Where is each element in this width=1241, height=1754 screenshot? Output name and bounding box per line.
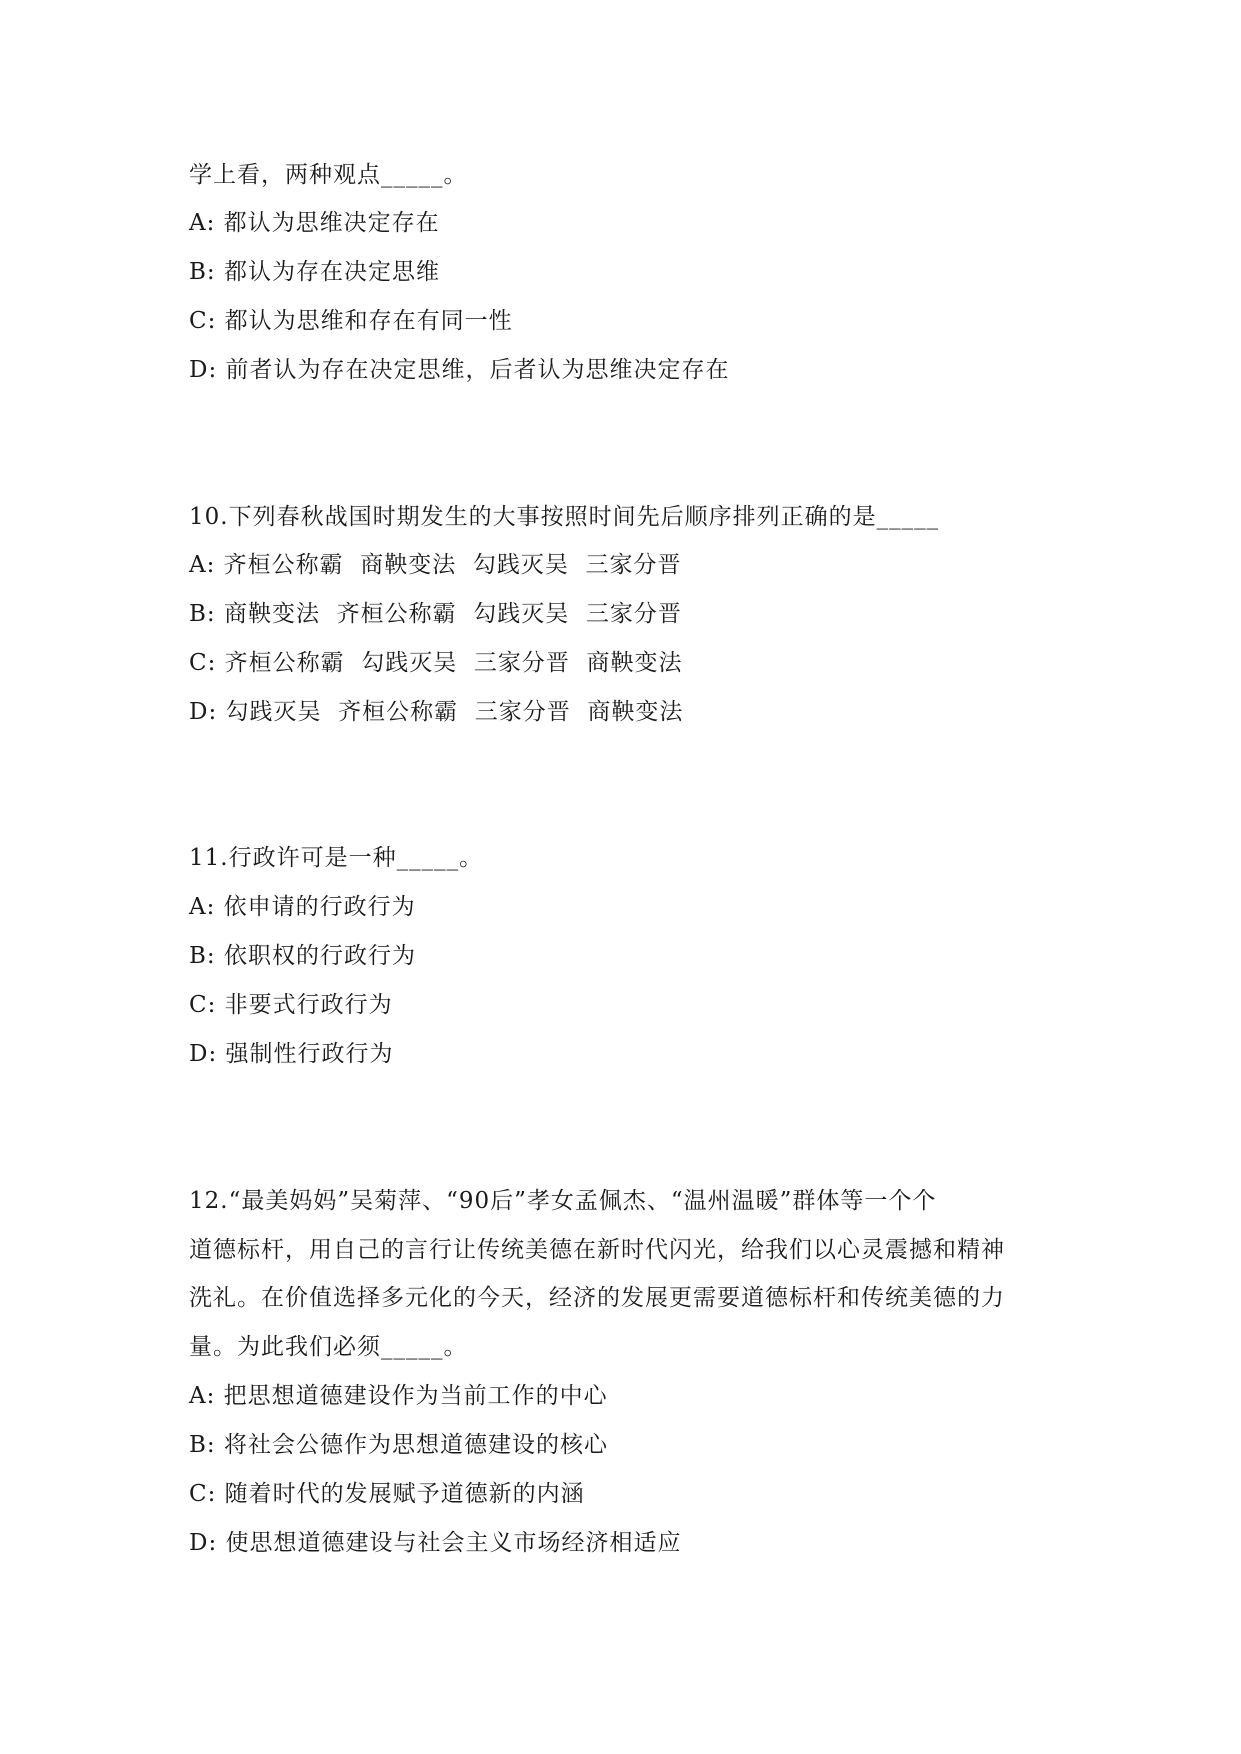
q12-stem-line-2: 道德标杆，用自己的言行让传统美德在新时代闪光，给我们以心灵震撼和精神	[189, 1237, 1005, 1263]
q12-stem-line-1: 12.“最美妈妈”吴菊萍、“90后”孝女孟佩杰、“温州温暖”群体等一个个	[189, 1188, 937, 1214]
q12-option-d: D: 使思想道德建设与社会主义市场经济相适应	[189, 1530, 682, 1556]
q11-option-c: C: 非要式行政行为	[189, 992, 393, 1018]
q10-option-a: A: 齐桓公称霸 商鞅变法 勾践灭吴 三家分晋	[189, 552, 682, 578]
q10-option-d: D: 勾践灭吴 齐桓公称霸 三家分晋 商鞅变法	[189, 699, 684, 725]
q12-option-a: A: 把思想道德建设作为当前工作的中心	[189, 1383, 608, 1409]
q9-option-a: A: 都认为思维决定存在	[189, 210, 440, 236]
q12-option-c: C: 随着时代的发展赋予道德新的内涵	[189, 1481, 585, 1507]
q9-stem-tail: 学上看，两种观点_____。	[189, 162, 468, 188]
q12-stem-line-4: 量。为此我们必须_____。	[189, 1334, 468, 1360]
q10-option-c: C: 齐桓公称霸 勾践灭吴 三家分晋 商鞅变法	[189, 650, 683, 676]
q11-option-a: A: 依申请的行政行为	[189, 894, 416, 920]
q11-option-d: D: 强制性行政行为	[189, 1041, 394, 1067]
q12-option-b: B: 将社会公德作为思想道德建设的核心	[189, 1432, 608, 1458]
q11-stem: 11.行政许可是一种_____。	[189, 845, 484, 871]
q9-option-d: D: 前者认为存在决定思维，后者认为思维决定存在	[189, 357, 730, 383]
q12-stem-line-3: 洗礼。在价值选择多元化的今天，经济的发展更需要道德标杆和传统美德的力	[189, 1285, 1005, 1311]
q10-stem: 10.下列春秋战国时期发生的大事按照时间先后顺序排列正确的是_____	[189, 504, 940, 530]
q10-option-b: B: 商鞅变法 齐桓公称霸 勾践灭吴 三家分晋	[189, 601, 682, 627]
q9-option-c: C: 都认为思维和存在有同一性	[189, 308, 513, 334]
q9-option-b: B: 都认为存在决定思维	[189, 259, 440, 285]
q11-option-b: B: 依职权的行政行为	[189, 943, 416, 969]
